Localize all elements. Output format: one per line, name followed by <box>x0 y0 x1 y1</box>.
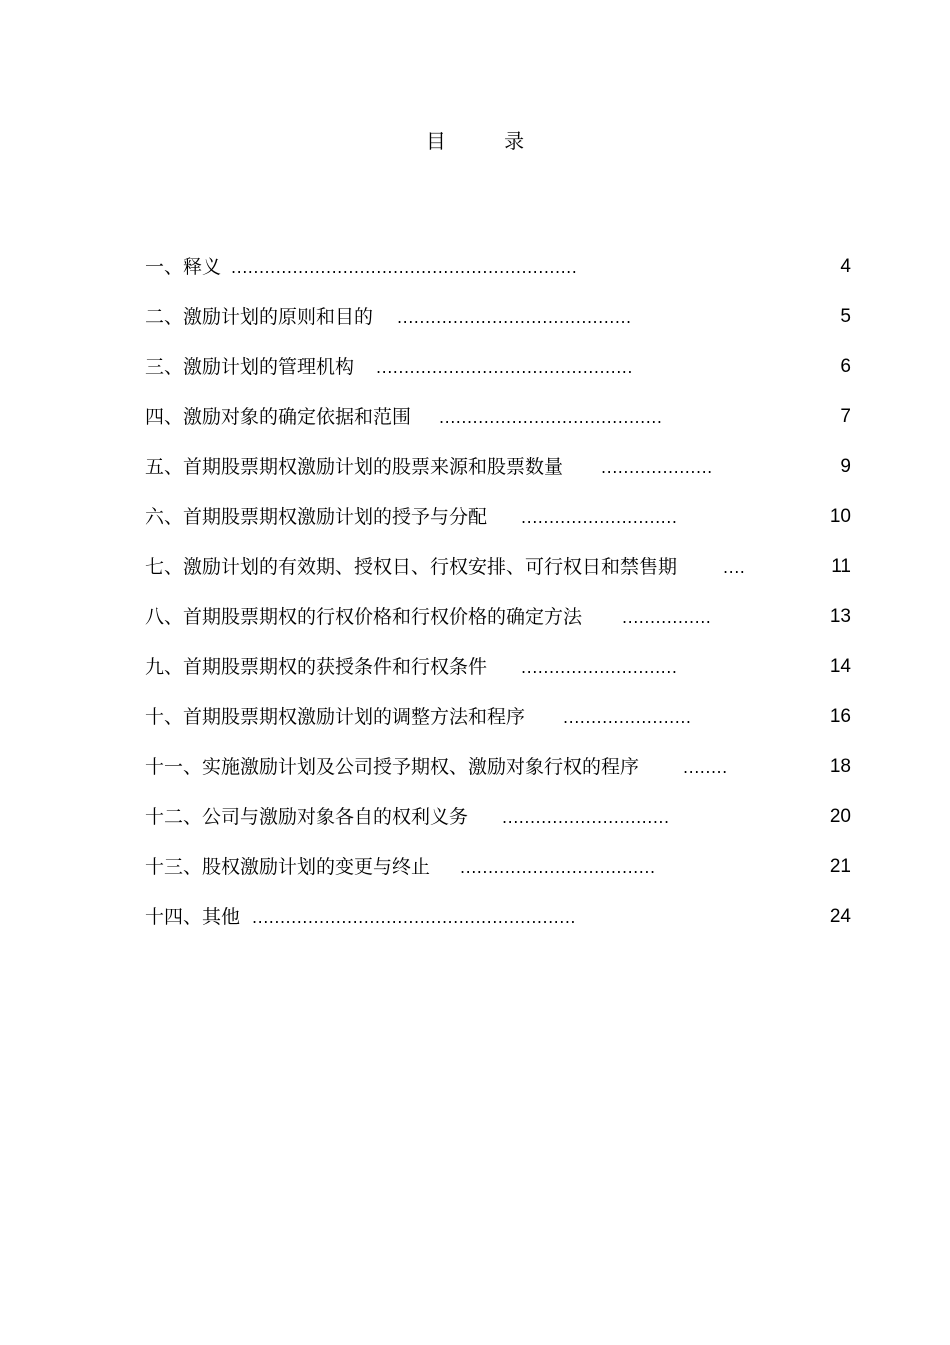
toc-title: 目 录 <box>425 129 551 153</box>
toc-entry-page: 20 <box>829 806 851 827</box>
toc-entry[interactable] <box>145 652 851 702</box>
toc-entry-page: 10 <box>829 506 851 527</box>
toc-entry-label: 七、激励计划的有效期、授权日、行权安排、可行权日和禁售期 <box>145 556 678 578</box>
toc-entry[interactable] <box>145 602 851 652</box>
toc-entry[interactable] <box>145 702 851 752</box>
toc-entry-leader: ........................................ <box>439 408 663 427</box>
toc-entry-label: 五、首期股票期权激励计划的股票来源和股票数量 <box>145 456 564 478</box>
toc-entry-leader: .............................................. <box>376 358 633 377</box>
toc-entry-label: 六、首期股票期权激励计划的授予与分配 <box>145 506 488 528</box>
toc-entry[interactable] <box>145 452 851 502</box>
toc-entry-page: 5 <box>840 306 851 327</box>
toc-entry-page: 4 <box>840 256 851 277</box>
toc-entry-label: 三、激励计划的管理机构 <box>145 356 355 378</box>
toc-entry[interactable] <box>145 752 851 802</box>
toc-entry[interactable] <box>145 902 851 952</box>
toc-entry-leader: .............................................................. <box>231 258 578 277</box>
toc-entry-page: 18 <box>829 756 851 777</box>
toc-entry[interactable] <box>145 552 851 602</box>
toc-entry-leader: .............................. <box>502 808 670 827</box>
toc-entry[interactable] <box>145 852 851 902</box>
toc-entry-leader: ............................ <box>521 508 678 527</box>
toc-entry-label: 二、激励计划的原则和目的 <box>145 306 374 328</box>
toc-entry-label: 十四、其他 <box>145 906 241 928</box>
toc-entry-leader: .... <box>723 558 746 577</box>
toc-entry[interactable] <box>145 502 851 552</box>
toc-entry-label: 八、首期股票期权的行权价格和行权价格的确定方法 <box>145 606 583 628</box>
toc-entry-page: 9 <box>840 456 851 477</box>
toc-entry-page: 24 <box>829 906 851 927</box>
toc-entry-label: 一、释义 <box>145 256 222 278</box>
toc-entry-label: 十三、股权激励计划的变更与终止 <box>145 856 431 878</box>
toc-entry-page: 6 <box>840 356 851 377</box>
toc-entry-label: 十二、公司与激励对象各自的权利义务 <box>145 806 469 828</box>
toc-entry-leader: ................ <box>622 608 712 627</box>
toc-entry-label: 十一、实施激励计划及公司授予期权、激励对象行权的程序 <box>145 756 640 778</box>
toc-entry[interactable] <box>145 252 851 302</box>
toc-entry-page: 7 <box>840 406 851 427</box>
toc-entry-leader: ................................... <box>460 858 656 877</box>
toc-entry-page: 21 <box>829 856 851 877</box>
toc-entry-page: 13 <box>829 606 851 627</box>
toc-list <box>145 252 851 952</box>
toc-entry[interactable] <box>145 802 851 852</box>
toc-entry[interactable] <box>145 302 851 352</box>
toc-entry-label: 九、首期股票期权的获授条件和行权条件 <box>145 656 488 678</box>
toc-entry-leader: .................... <box>601 458 713 477</box>
toc-entry-leader: ....................... <box>563 708 692 727</box>
toc-entry-leader: .......................................... <box>397 308 632 327</box>
toc-entry-page: 11 <box>831 556 851 577</box>
toc-entry-page: 16 <box>829 706 851 727</box>
toc-entry-leader: .......................................................... <box>252 908 576 927</box>
toc-entry[interactable] <box>145 352 851 402</box>
toc-entry-label: 十、首期股票期权激励计划的调整方法和程序 <box>145 706 526 728</box>
toc-entry[interactable] <box>145 402 851 452</box>
toc-entry-leader: ............................ <box>521 658 678 677</box>
toc-entry-leader: ........ <box>683 758 728 777</box>
toc-entry-page: 14 <box>829 656 851 677</box>
toc-entry-label: 四、激励对象的确定依据和范围 <box>145 406 412 428</box>
